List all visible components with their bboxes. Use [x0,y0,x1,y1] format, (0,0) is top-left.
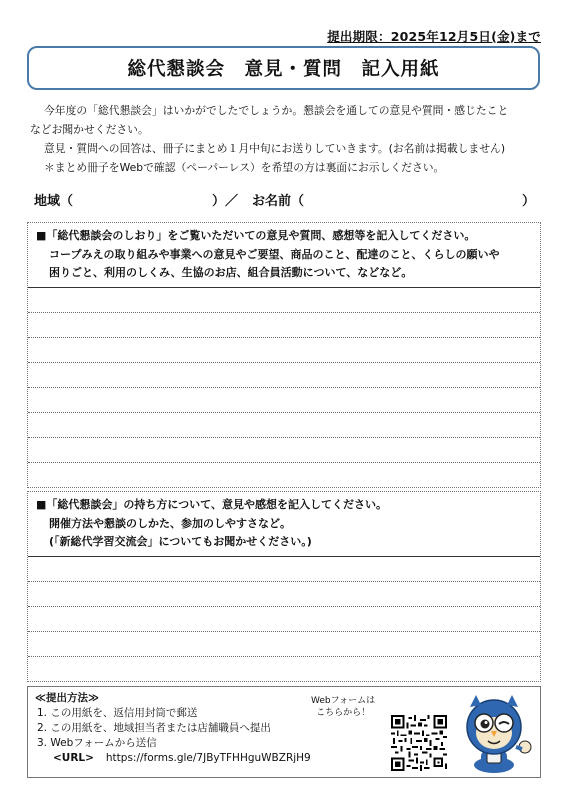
method-3: 3. Webフォームから送信 [37,737,157,749]
writing-line[interactable] [28,412,540,437]
section1-sub-1: コープみえの取り組みや事業への意見やご要望、商品のこと、配達のこと、くらしの願いや [49,247,500,261]
web-note-line-1: Webフォームは [311,696,376,706]
writing-line[interactable] [28,631,540,656]
writing-line[interactable] [28,656,540,681]
section2-sub-1: 開催方法や懇談のしかた、参加のしやすさなど。 [49,516,291,530]
identity-row [34,190,534,208]
writing-line[interactable] [28,362,540,387]
name-label: お名前（ [252,194,305,209]
area-label: 地域（ [34,194,74,209]
section1-heading: ■「総代懇談会のしおり」をご覧いただいての意見や質問、感想等を記入してください。 [36,229,476,242]
writing-line[interactable] [28,606,540,631]
url-label: <URL> [53,752,94,764]
writing-line[interactable] [28,287,540,312]
intro-line-1: 今年度の「総代懇談会」はいかがでしたでしょうか。懇談会を通しての意見や質問・感じたこと [44,104,509,117]
writing-line[interactable] [28,337,540,362]
section2-writing-lines[interactable] [28,556,540,681]
writing-line[interactable] [28,437,540,462]
section2-heading: ■「総代懇談会」の持ち方について、意見や感想を記入してください。 [36,498,387,511]
methods-heading: ≪提出方法≫ [35,692,99,704]
section1-sub-2: 困りごと、利用のしくみ、生協のお店、組合員活動について、などなど。 [49,266,413,279]
submission-methods-box [27,686,541,778]
method-1: 1. この用紙を、返信用封筒で郵送 [37,707,198,719]
section-booklet-feedback [27,222,541,488]
section2-sub-2: (「新総代学習交流会」についてもお聞かせください。) [49,535,312,548]
section-meeting-feedback [27,491,541,682]
url-row [35,751,311,766]
qr-code-icon[interactable] [391,715,447,771]
intro-text [30,101,542,177]
form-url-link[interactable]: https://forms.gle/7JByTFHHguWBZRjH9 [105,752,311,764]
area-field-close[interactable]: ）／ [212,194,239,209]
writing-line[interactable] [28,556,540,581]
section1-writing-lines[interactable] [28,287,540,487]
intro-line-4: ＊まとめ冊子をWebで確認（ペーパーレス）を希望の方は裏面にお示しください。 [44,161,445,174]
section2-header [28,492,540,556]
page-title: 総代懇談会 意見・質問 記入用紙 [127,59,440,80]
intro-line-3: 意見・質問への回答は、冊子にまとめ１月中旬にお送りしていきます。(お名前は掲載しません) [44,142,506,155]
web-note-line-2: こちらから！ [316,708,371,718]
writing-line[interactable] [28,312,540,337]
title-box [27,46,540,90]
mascot-icon [454,691,538,775]
web-form-note [311,695,375,719]
method-2: 2. この用紙を、地域担当者または店舗職員へ提出 [37,722,271,734]
section1-header [28,223,540,287]
name-field-close[interactable]: ） [522,194,536,209]
writing-line[interactable] [28,387,540,412]
writing-line[interactable] [28,581,540,606]
intro-line-2: などお聞かせください。 [30,123,149,136]
writing-line[interactable] [28,462,540,487]
submission-methods [35,691,311,766]
deadline-notice: 提出期限：2025年12月5日(金)まで [327,29,541,44]
